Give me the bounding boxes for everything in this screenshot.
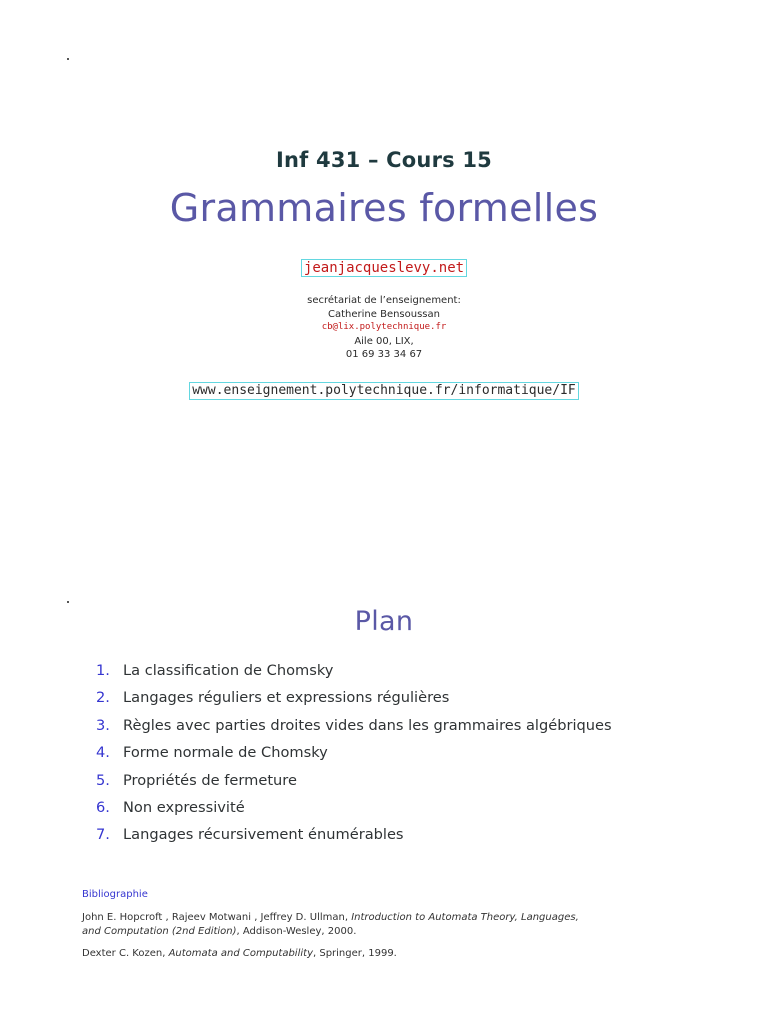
plan-item-text: Propriétés de fermeture (123, 771, 297, 789)
bibliography-reference (82, 947, 662, 961)
plan-item-number: 1. (96, 662, 110, 679)
reference-publisher: , Springer, 1999. (312, 948, 397, 959)
contact-phone: 01 69 33 34 67 (345, 349, 423, 360)
plan-item-text: Langages réguliers et expressions régulières (123, 689, 450, 707)
plan-item-number: 3. (96, 716, 110, 734)
plan-item-text: Non expressivité (123, 798, 245, 816)
reference-authors: John E. Hopcroft , Rajeev Motwani , Jeffrey D. Ullman, (82, 912, 352, 923)
website-link[interactable]: jeanjacqueslevy.net (301, 259, 467, 277)
plan-item (96, 744, 612, 771)
plan-item (96, 717, 612, 744)
plan-item-text: La classification de Chomsky (123, 662, 334, 679)
plan-item-number: 5. (96, 771, 110, 789)
plan-item (96, 799, 612, 826)
plan-list (96, 662, 612, 854)
reference-publisher: , Addison-Wesley, 2000. (236, 925, 357, 937)
plan-item (96, 772, 612, 799)
reference-title: Automata and Computability (168, 948, 313, 959)
bibliography-heading: Bibliographie (82, 889, 148, 900)
plan-item-text: Règles avec parties droites vides dans les grammaires algébriques (123, 716, 612, 734)
plan-item-number: 7. (96, 826, 110, 844)
contact-name: Catherine Bensoussan (328, 308, 440, 320)
contact-office: Aile 00, LIX, (354, 335, 414, 347)
reference-title: Introduction to Automata Theory, Languages, (351, 912, 579, 923)
course-url-wrapper (0, 382, 768, 400)
reference-title-continued: and Computation (2nd Edition) (82, 925, 237, 937)
reference-authors: Dexter C. Kozen, (82, 948, 169, 959)
plan-item-text: Forme normale de Chomsky (123, 744, 328, 762)
website-link-wrapper (0, 259, 768, 277)
plan-item-number: 6. (96, 798, 110, 816)
course-title: Inf 431 – Cours 15 (276, 148, 492, 172)
secretariat-label: secrétariat de l’enseignement: (307, 295, 461, 306)
plan-item-number: 4. (96, 744, 110, 762)
contact-email-link[interactable]: cb@lix.polytechnique.fr (321, 322, 447, 332)
plan-item (96, 689, 612, 716)
lecture-title: Grammaires formelles (169, 186, 599, 230)
plan-item-number: 2. (96, 689, 110, 707)
plan-item (96, 662, 612, 689)
plan-item (96, 826, 612, 853)
course-url-link[interactable]: www.enseignement.polytechnique.fr/informatique/IF (189, 382, 579, 400)
corner-mark (67, 601, 69, 603)
corner-mark (67, 58, 69, 60)
contact-block (0, 294, 768, 362)
plan-title: Plan (354, 606, 414, 637)
bibliography-reference (82, 911, 662, 938)
plan-item-text: Langages récursivement énumérables (123, 826, 404, 844)
